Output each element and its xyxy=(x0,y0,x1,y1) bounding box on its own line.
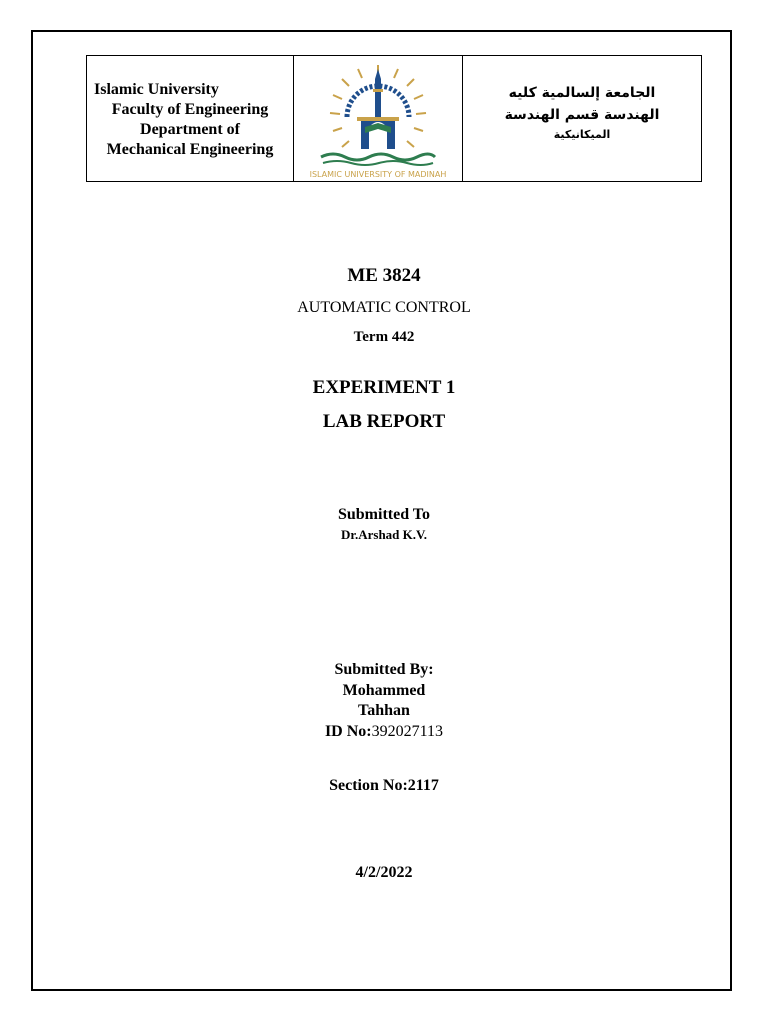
experiment-title: EXPERIMENT 1 xyxy=(312,377,456,398)
instructor-name: Dr.Arshad K.V. xyxy=(341,527,427,542)
student-last-name: Tahhan xyxy=(358,702,410,719)
arabic-line: الجامعة إلسالمية كليه xyxy=(508,85,656,101)
term: Term 442 xyxy=(353,329,415,345)
id-value: 392027113 xyxy=(371,722,444,740)
department-name-line: Mechanical Engineering xyxy=(106,141,274,158)
logo-caption: ISLAMIC UNIVERSITY OF MADINAH xyxy=(309,169,447,179)
submitted-by-label: Submitted By: xyxy=(334,661,434,678)
faculty-line: Faculty of Engineering xyxy=(111,101,269,118)
university-arabic-name xyxy=(463,56,701,181)
report-title: LAB REPORT xyxy=(322,411,446,432)
header-table xyxy=(86,55,702,182)
section-number: Section No:2117 xyxy=(329,777,439,794)
student-id xyxy=(0,722,768,743)
university-logo-cell xyxy=(294,56,463,181)
arabic-line: الهندسة قسم الهندسة xyxy=(504,107,660,123)
submitted-by-block xyxy=(0,660,768,742)
id-label: ID No: xyxy=(324,722,372,740)
university-logo xyxy=(303,57,453,181)
arabic-line: الميكانيكية xyxy=(553,128,611,141)
university-line: Islamic University xyxy=(94,81,219,98)
submitted-to-label: Submitted To xyxy=(337,506,431,523)
university-english-name xyxy=(87,56,294,181)
course-name: AUTOMATIC CONTROL xyxy=(297,299,471,316)
course-code: ME 3824 xyxy=(347,265,421,286)
report-date: 4/2/2022 xyxy=(355,864,413,881)
student-first-name: Mohammed xyxy=(342,681,426,699)
department-line: Department of xyxy=(140,121,240,138)
